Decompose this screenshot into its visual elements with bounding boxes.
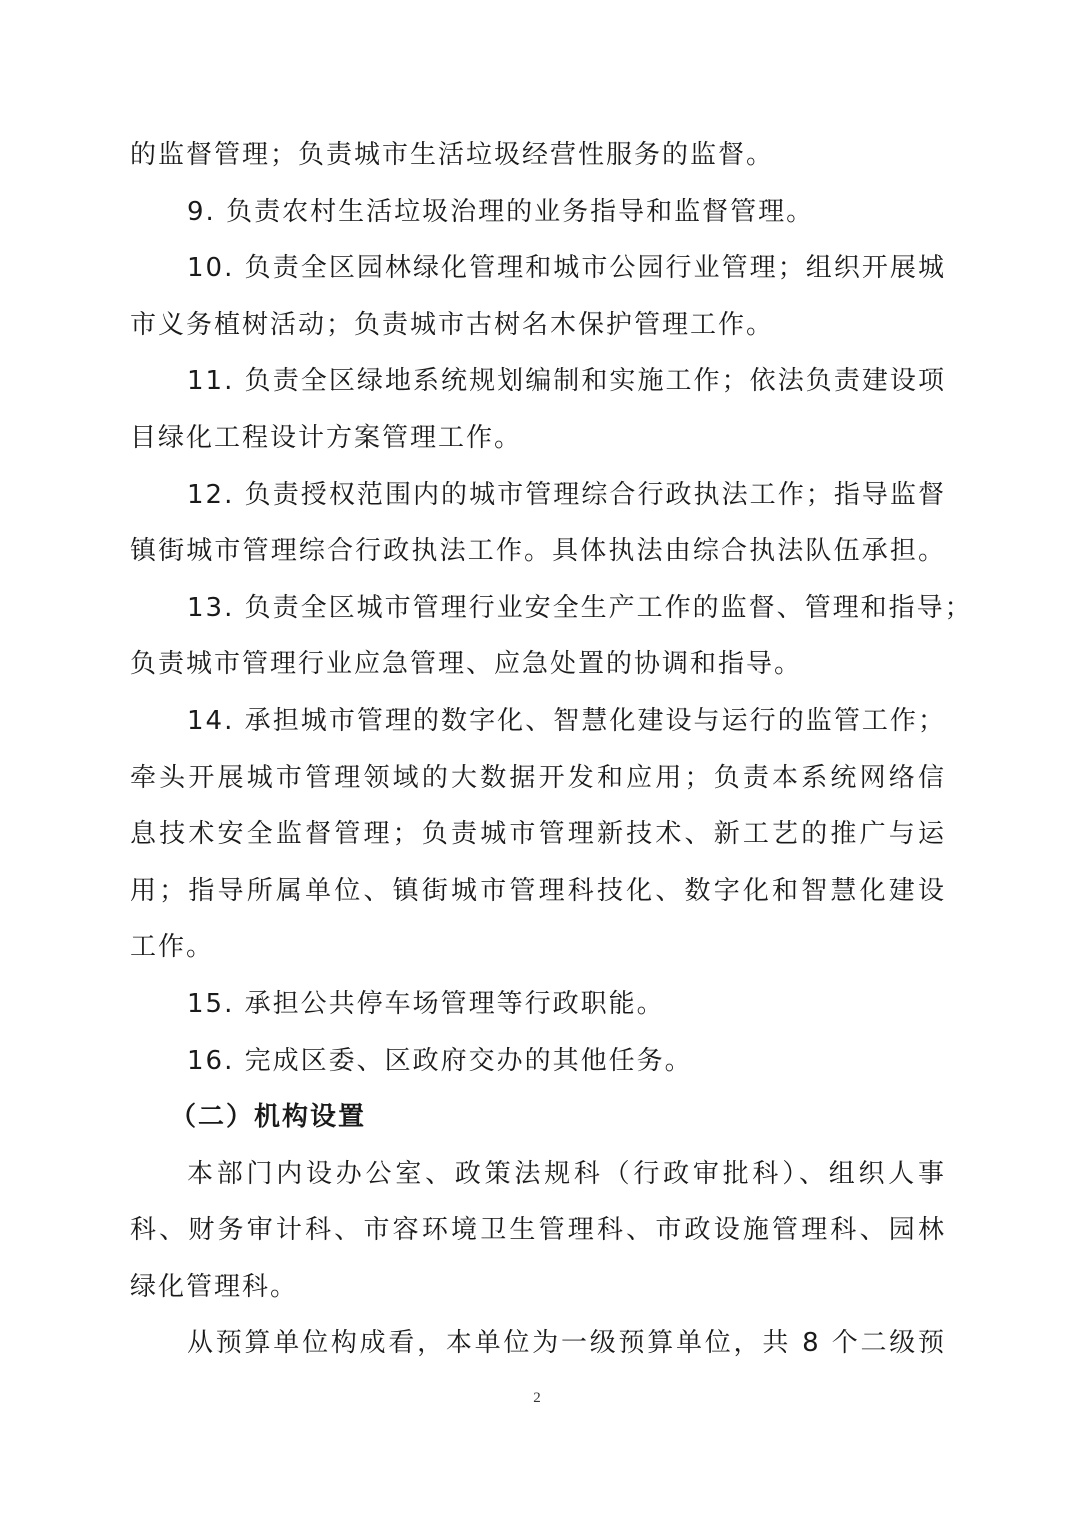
text-line: 牵头开展城市管理领域的大数据开发和应用；负责本系统网络信 <box>130 762 946 793</box>
text-line: 13. 负责全区城市管理行业安全生产工作的监督、管理和指导； <box>187 592 973 623</box>
text-line: 12. 负责授权范围内的城市管理综合行政执法工作；指导监督 <box>187 479 946 510</box>
text-line: 工作。 <box>130 932 215 963</box>
text-line: 息技术安全监督管理；负责城市管理新技术、新工艺的推广与运 <box>130 819 946 850</box>
text-line: 从预算单位构成看，本单位为一级预算单位，共 8 个二级预 <box>187 1328 946 1359</box>
text-line: 镇街城市管理综合行政执法工作。具体执法由综合执法队伍承担。 <box>130 536 946 567</box>
text-line: 15. 承担公共停车场管理等行政职能。 <box>187 988 665 1019</box>
text-line: 11. 负责全区绿地系统规划编制和实施工作；依法负责建设项 <box>187 366 946 397</box>
text-line: 10. 负责全区园林绿化管理和城市公园行业管理；组织开展城 <box>187 253 946 284</box>
text-line: 负责城市管理行业应急管理、应急处置的协调和指导。 <box>130 649 803 680</box>
text-line: 的监督管理；负责城市生活垃圾经营性服务的监督。 <box>130 140 775 170</box>
text-line: 科、财务审计科、市容环境卫生管理科、市政设施管理科、园林 <box>130 1215 946 1246</box>
text-line: 目绿化工程设计方案管理工作。 <box>130 422 523 453</box>
text-line: 9. 负责农村生活垃圾治理的业务指导和监督管理。 <box>187 196 815 227</box>
section-heading: （二）机构设置 <box>170 1102 367 1133</box>
text-line: 16. 完成区委、区政府交办的其他任务。 <box>187 1045 693 1076</box>
text-line: 市义务植树活动；负责城市古树名木保护管理工作。 <box>130 309 775 340</box>
text-line: 本部门内设办公室、政策法规科（行政审批科）、组织人事 <box>187 1158 946 1189</box>
text-line: 用；指导所属单位、镇街城市管理科技化、数字化和智慧化建设 <box>130 875 946 906</box>
page-number: 2 <box>533 1390 541 1406</box>
text-line: 绿化管理科。 <box>130 1271 299 1302</box>
text-line: 14. 承担城市管理的数字化、智慧化建设与运行的监管工作； <box>187 705 946 736</box>
document-body <box>130 127 973 1372</box>
